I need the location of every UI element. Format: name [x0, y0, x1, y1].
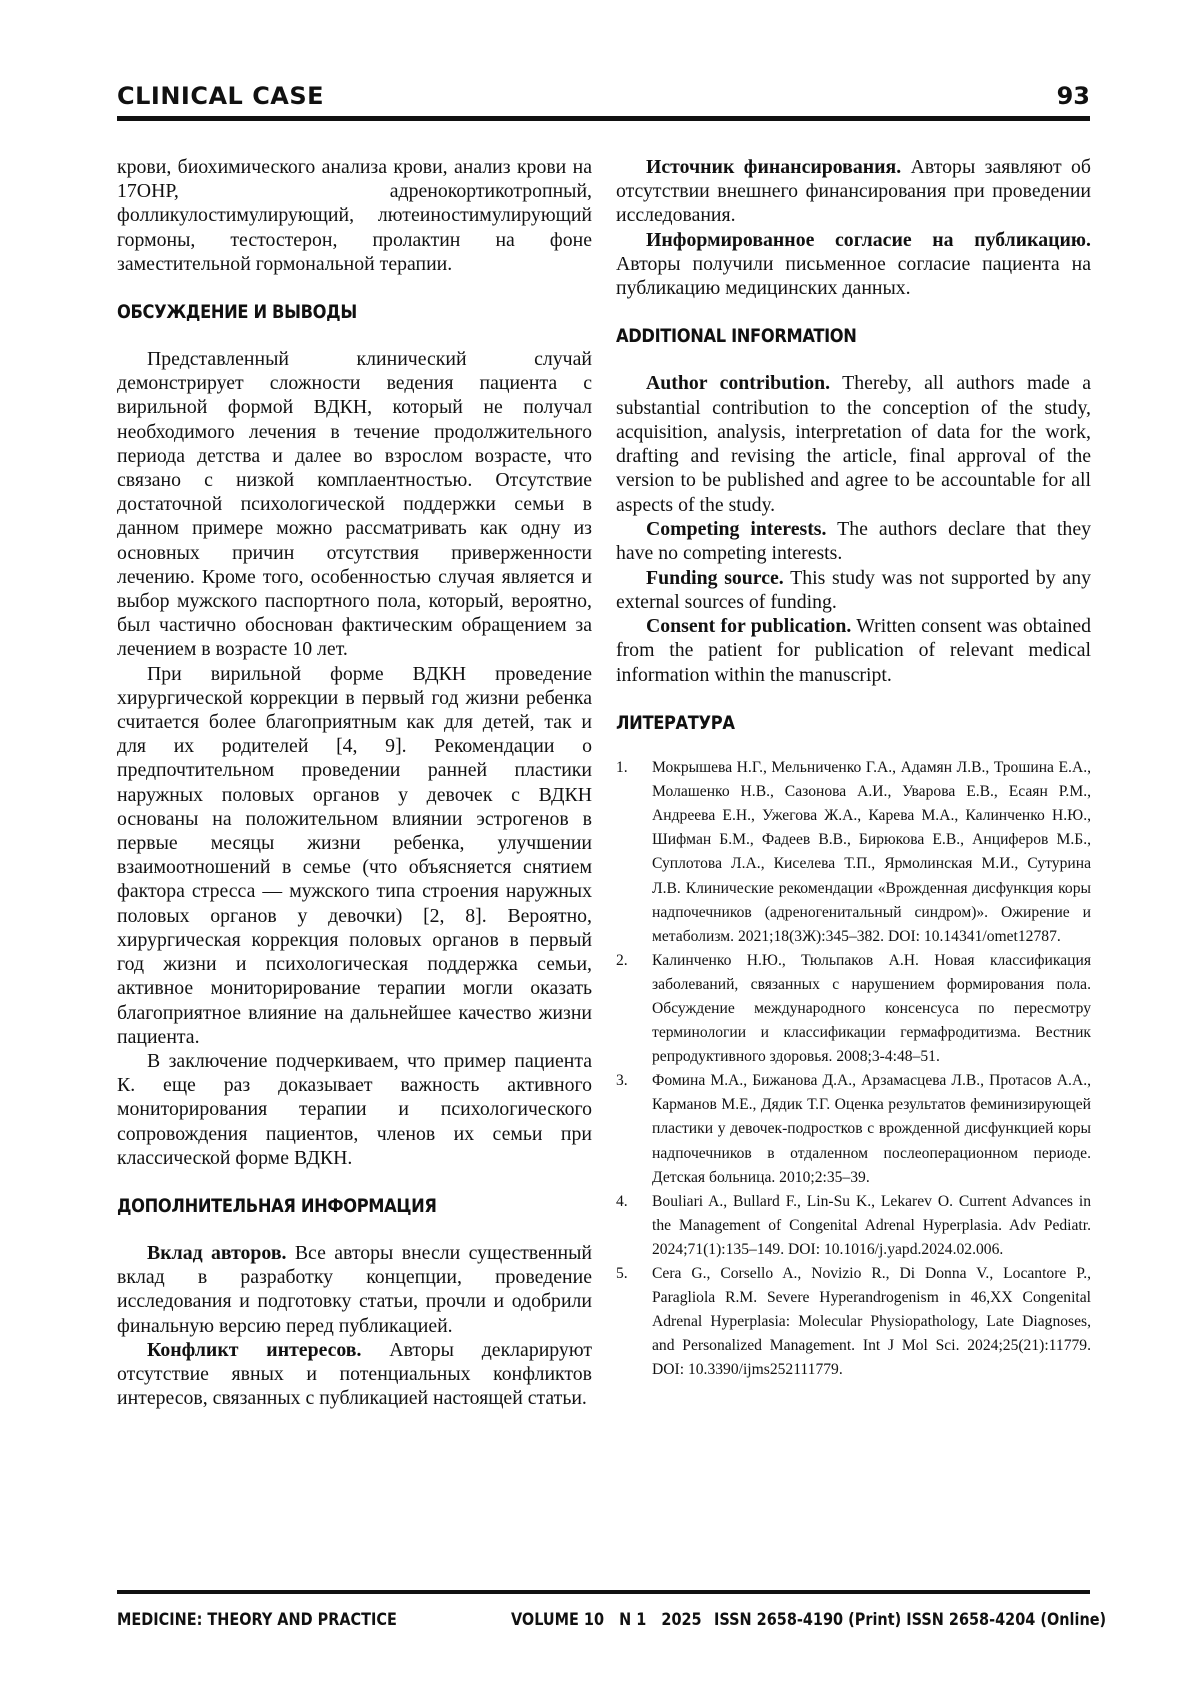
funding-label: Источник финансирования.	[646, 156, 902, 178]
reference-text: Фомина М.А., Бижанова Д.А., Арзамасцева Л.В., Протасов А.А., Карманов М.Е., Дядик Т.Г. Оценка результатов феминизирующей пластики у девочек-подростков с врожденной дисфункцией коры надпочечников в отдаленном послеоперационном периоде. Детская больница. 2010;2:35–39.	[652, 1072, 1091, 1186]
author-contribution-en-label: Author contribution.	[646, 372, 831, 395]
reference-text: Мокрышева Н.Г., Мельниченко Г.А., Адамян Л.В., Трошина Е.А., Молашенко Н.В., Сазонова А.И., Уварова Е.В., Есаян Р.М., Андреева Е.Н., Ужегова Ж.А., Карева М.А., Калинченко Н.Ю., Шифман Б.М., Фадеев В.В., Бирюкова Е.В., Анциферов М.Б., Суплотова Л.А., Киселева Т.П., Ярмолинская М.И., Сутурина Л.В. Клинические рекомендации «Врожденная дисфункция коры надпочечников (адреногенитальный синдром)». Ожирение и метаболизм. 2021;18(3Ж):345–382. DOI: 10.14341/omet12787.	[652, 759, 1091, 945]
discussion-paragraph-1: Представленный клинический случай демонстрирует сложности ведения пациента с вирильной формой ВДКН, который не получал необходимого лечения в течение продолжительного периода детства и далее во взрослом возрасте, что связано с низкой комплаентностью. Отсутствие достаточной психологической поддержки семьи в данном примере можно рассматривать как одну из основных причин отсутствия приверженности лечению. Кроме того, особенностью случая является и выбор мужского паспортного пола, который, вероятно, был частично обоснован фактическим обращением за лечением в возрасте 10 лет.	[117, 348, 592, 661]
reference-text: Калинченко Н.Ю., Тюльпаков А.Н. Новая классификация заболеваний, связанных с нарушением формирования пола. Обсуждение международного консенсуса по пересмотру терминологии и классификации гермафродитизма. Вестник репродуктивного здоровья. 2008;3-4:48–51.	[652, 951, 1091, 1066]
funding-paragraph	[616, 155, 1091, 228]
references-heading: ЛИТЕРАТУРА	[616, 713, 735, 735]
footer-issn: ISSN 2658-4190 (Print) ISSN 2658-4204 (Online)	[714, 1610, 1107, 1630]
reference-text: Cera G., Corsello A., Novizio R., Di Donna V., Locantore P., Paragliola R.M. Severe Hyperandrogenism in 46,XX Congenital Adrenal Hyperplasia: Molecular Physiopathology, Late Diagnoses, and Personalized Management. Int J Mol Sci. 2024;25(21):11779. DOI: 10.3390/ijms252111779.	[652, 1265, 1091, 1379]
conflict-label: Конфликт интересов.	[147, 1338, 362, 1361]
reference-number: 1.	[616, 759, 628, 777]
page-number: 93	[1056, 82, 1090, 110]
discussion-paragraph-3: В заключение подчеркиваем, что пример пациента К. еще раз доказывает важность активного мониторирования терапии и психологического сопровождения пациентов, членов их семьи при классической форме ВДКН.	[117, 1049, 592, 1169]
additional-information-heading-en: ADDITIONAL INFORMATION	[616, 326, 857, 348]
reference-item	[616, 756, 1091, 949]
additional-info-heading: ДОПОЛНИТЕЛЬНАЯ ИНФОРМАЦИЯ	[117, 1195, 437, 1217]
running-header	[117, 82, 1090, 121]
journal-section-title: CLINICAL CASE	[117, 82, 325, 110]
footer-journal-name: MEDICINE: THEORY AND PRACTICE	[117, 1610, 397, 1630]
reference-number: 3.	[616, 1072, 628, 1090]
competing-interests-paragraph	[616, 517, 1091, 566]
consent-text: Авторы получили письменное согласие пациента на публикацию медицинских данных.	[616, 252, 1091, 300]
reference-item	[616, 1262, 1091, 1382]
consent-label: Информированное согласие на публикацию.	[646, 228, 1091, 251]
consent-publication-label: Consent for publication.	[646, 615, 852, 638]
reference-item	[616, 949, 1091, 1069]
footer-issue: VOLUME 10 N 1 2025	[511, 1610, 702, 1630]
conflict-text: Авторы декларируют отсутствие явных и потенциальных конфликтов интересов, связанных с публикацией настоящей статьи.	[117, 1338, 592, 1410]
competing-interests-text: The authors declare that they have no competing interests.	[616, 518, 1091, 565]
conflict-paragraph	[117, 1338, 592, 1411]
author-contribution-en-paragraph	[616, 371, 1091, 517]
left-column	[117, 155, 592, 1410]
discussion-paragraph-2: При вирильной форме ВДКН проведение хирургической коррекции в первый год жизни ребенка считается более благоприятным как для детей, так и для их родителей [4, 9]. Рекомендации о предпочтительном проведении ранней пластики наружных половых органов у девочек с ВДКН основаны на положительном влиянии эстрогенов в первые месяцы жизни ребенка, улучшении взаимоотношений в семье (что объясняется снятием фактора стресса — мужского типа строения наружных половых органов у девочки) [2, 8]. Вероятно, хирургическая коррекция половых органов в первый год жизни и психологическая поддержка семьи, активное мониторирование терапии могли оказать благоприятное влияние на дальнейшее качество жизни пациента.	[117, 662, 592, 1048]
funding-source-paragraph	[616, 566, 1091, 615]
author-contribution-en-text: Thereby, all authors made a substantial contribution to the conception of the study, acquisition, analysis, interpretation of data for the work, drafting and revising the article, final approval of the version to be published and agree to be accountable for all aspects of the study.	[616, 372, 1092, 516]
reference-number: 5.	[616, 1265, 628, 1283]
consent-paragraph	[616, 228, 1091, 301]
funding-source-label: Funding source.	[646, 566, 784, 589]
consent-publication-paragraph	[616, 614, 1091, 687]
funding-text: Авторы заявляют об отсутствии внешнего финансирования при проведении исследования.	[616, 156, 1092, 227]
author-contribution-paragraph	[117, 1241, 592, 1338]
funding-source-text: This study was not supported by any external sources of funding.	[616, 566, 1091, 613]
competing-interests-label: Competing interests.	[646, 518, 827, 540]
intro-paragraph: крови, биохимического анализа крови, анализ крови на 17ОНР, адренокортикотропный, фолликулостимулирующий, лютеиностимулирующий гормоны, тестостерон, пролактин на фоне заместительной гормональной терапии.	[117, 156, 592, 275]
reference-item	[616, 1069, 1091, 1189]
reference-text: Bouliari A., Bullard F., Lin-Su K., Lekarev O. Current Advances in the Management of Congenital Adrenal Hyperplasia. Adv Pediatr. 2024;71(1):135–149. DOI: 10.1016/j.yapd.2024.02.006.	[652, 1192, 1091, 1258]
author-contribution-text: Все авторы внесли существенный вклад в разработку концепции, проведение исследования и подготовку статьи, прочли и одобрили финальную версию перед публикацией.	[117, 1241, 592, 1337]
running-footer	[117, 1590, 1107, 1634]
reference-item	[616, 1190, 1091, 1262]
author-contribution-label: Вклад авторов.	[147, 1241, 287, 1264]
right-column	[616, 155, 1091, 1383]
reference-number: 2.	[616, 951, 628, 969]
consent-publication-text: Written consent was obtained from the patient for publication of relevant medical information within the manuscript.	[616, 615, 1092, 686]
discussion-heading: ОБСУЖДЕНИЕ И ВЫВОДЫ	[117, 302, 357, 324]
reference-number: 4.	[616, 1192, 628, 1210]
reference-list	[616, 756, 1091, 1382]
